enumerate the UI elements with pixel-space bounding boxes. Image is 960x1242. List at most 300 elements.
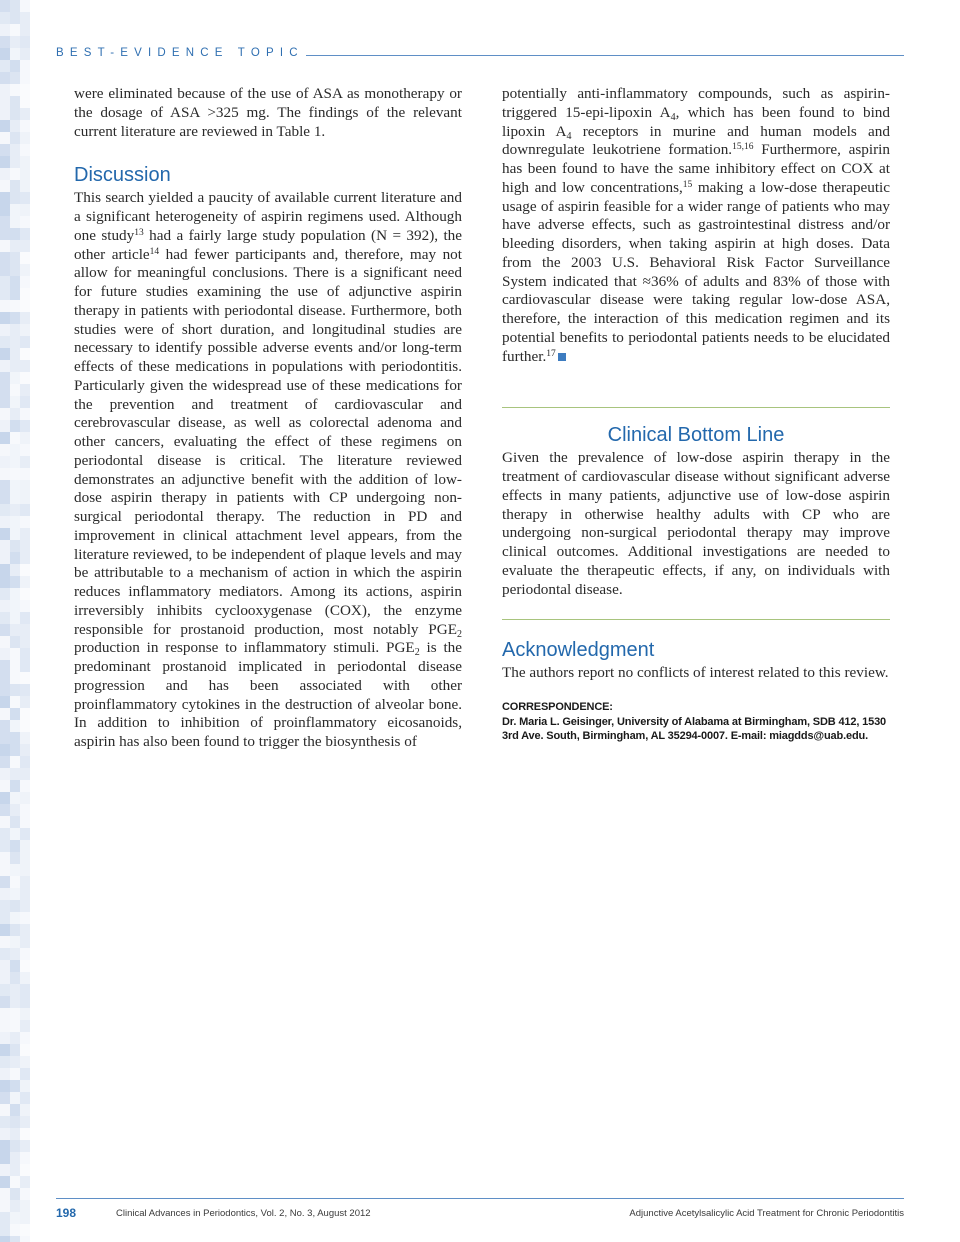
strip-cell xyxy=(0,552,10,564)
text-run: receptors in murine and human models and downregulate leukotriene formation. xyxy=(502,122,890,159)
strip-cell xyxy=(20,852,30,864)
strip-cell xyxy=(20,792,30,804)
strip-cell xyxy=(0,876,10,888)
strip-cell xyxy=(0,828,10,840)
strip-cell xyxy=(10,1164,20,1176)
strip-cell xyxy=(10,1128,20,1140)
strip-cell xyxy=(20,156,30,168)
strip-cell xyxy=(0,720,10,732)
strip-cell xyxy=(20,1152,30,1164)
strip-cell xyxy=(10,48,20,60)
strip-cell xyxy=(0,252,10,264)
header-rule xyxy=(306,55,904,56)
correspondence-label: CORRESPONDENCE: xyxy=(502,701,613,713)
strip-cell xyxy=(10,336,20,348)
bottom-line-paragraph xyxy=(502,449,890,599)
strip-cell xyxy=(0,204,10,216)
strip-cell xyxy=(10,552,20,564)
strip-cell xyxy=(0,936,10,948)
strip-cell xyxy=(20,540,30,552)
strip-cell xyxy=(0,420,10,432)
strip-cell xyxy=(20,72,30,84)
text-run: This search yielded a paucity of available current literature and a significant heterogeneity of aspirin regimens used. Although one study xyxy=(74,189,462,244)
strip-cell xyxy=(10,1176,20,1188)
strip-cell xyxy=(10,732,20,744)
strip-cell xyxy=(0,696,10,708)
strip-cell xyxy=(10,1212,20,1224)
strip-cell xyxy=(0,432,10,444)
strip-cell xyxy=(0,72,10,84)
strip-cell xyxy=(20,1188,30,1200)
strip-cell xyxy=(20,696,30,708)
strip-cell xyxy=(10,228,20,240)
strip-cell xyxy=(10,120,20,132)
left-column xyxy=(74,85,462,752)
strip-cell xyxy=(0,1104,10,1116)
strip-cell xyxy=(10,144,20,156)
strip-cell xyxy=(20,612,30,624)
discussion-paragraph xyxy=(74,189,462,752)
strip-cell xyxy=(0,384,10,396)
strip-cell xyxy=(10,72,20,84)
strip-cell xyxy=(10,660,20,672)
strip-cell xyxy=(0,1032,10,1044)
strip-cell xyxy=(20,264,30,276)
strip-cell xyxy=(0,372,10,384)
strip-cell xyxy=(0,468,10,480)
text-run: Furthermore, aspirin has been found to have the same inhibitory effect on COX at high and low concentrations, xyxy=(502,141,890,196)
strip-cell xyxy=(0,276,10,288)
strip-cell xyxy=(20,816,30,828)
strip-cell xyxy=(10,1056,20,1068)
strip-cell xyxy=(10,1068,20,1080)
strip-cell xyxy=(10,696,20,708)
strip-cell xyxy=(20,1176,30,1188)
strip-cell xyxy=(20,12,30,24)
strip-cell xyxy=(0,324,10,336)
strip-cell xyxy=(10,1044,20,1056)
strip-cell xyxy=(0,984,10,996)
strip-cell xyxy=(20,504,30,516)
strip-cell xyxy=(20,624,30,636)
strip-cell xyxy=(20,312,30,324)
strip-cell xyxy=(20,120,30,132)
discussion-heading: Discussion xyxy=(74,164,171,187)
strip-cell xyxy=(10,468,20,480)
strip-cell xyxy=(0,1200,10,1212)
strip-cell xyxy=(20,948,30,960)
strip-cell xyxy=(10,168,20,180)
strip-cell xyxy=(10,972,20,984)
strip-cell xyxy=(0,1164,10,1176)
acknowledgment-paragraph xyxy=(502,664,890,683)
strip-cell xyxy=(20,192,30,204)
strip-cell xyxy=(10,504,20,516)
strip-cell xyxy=(0,1236,10,1242)
running-title: Adjunctive Acetylsalicylic Acid Treatment for Chronic Periodontitis xyxy=(629,1208,904,1219)
strip-cell xyxy=(20,360,30,372)
strip-cell xyxy=(20,660,30,672)
strip-cell xyxy=(10,756,20,768)
strip-cell xyxy=(20,1104,30,1116)
strip-cell xyxy=(0,192,10,204)
strip-cell xyxy=(20,420,30,432)
strip-cell xyxy=(10,312,20,324)
strip-cell xyxy=(20,132,30,144)
strip-cell xyxy=(20,1212,30,1224)
strip-cell xyxy=(0,36,10,48)
strip-cell xyxy=(0,504,10,516)
strip-cell xyxy=(0,900,10,912)
strip-cell xyxy=(0,48,10,60)
strip-cell xyxy=(10,216,20,228)
strip-cell xyxy=(0,948,10,960)
strip-cell xyxy=(0,96,10,108)
strip-cell xyxy=(10,852,20,864)
strip-cell xyxy=(10,432,20,444)
strip-cell xyxy=(20,36,30,48)
strip-cell xyxy=(10,252,20,264)
strip-cell xyxy=(10,576,20,588)
strip-cell xyxy=(0,1212,10,1224)
strip-cell xyxy=(20,720,30,732)
strip-cell xyxy=(20,528,30,540)
strip-cell xyxy=(20,648,30,660)
strip-cell xyxy=(20,1068,30,1080)
strip-cell xyxy=(10,1152,20,1164)
strip-cell xyxy=(0,216,10,228)
strip-cell xyxy=(0,708,10,720)
strip-cell xyxy=(0,864,10,876)
strip-cell xyxy=(0,516,10,528)
strip-cell xyxy=(20,828,30,840)
strip-cell xyxy=(0,1092,10,1104)
strip-cell xyxy=(0,732,10,744)
strip-cell xyxy=(0,564,10,576)
strip-cell xyxy=(20,336,30,348)
strip-cell xyxy=(0,528,10,540)
strip-cell xyxy=(0,612,10,624)
strip-cell xyxy=(0,336,10,348)
strip-cell xyxy=(0,1152,10,1164)
strip-cell xyxy=(10,708,20,720)
strip-cell xyxy=(0,1176,10,1188)
strip-cell xyxy=(10,984,20,996)
strip-cell xyxy=(10,1224,20,1236)
strip-cell xyxy=(20,756,30,768)
strip-cell xyxy=(20,732,30,744)
strip-cell xyxy=(20,1224,30,1236)
strip-cell xyxy=(10,1116,20,1128)
strip-cell xyxy=(20,588,30,600)
strip-cell xyxy=(0,540,10,552)
strip-cell xyxy=(0,228,10,240)
strip-cell xyxy=(10,276,20,288)
strip-cell xyxy=(10,684,20,696)
strip-cell xyxy=(20,636,30,648)
strip-cell xyxy=(20,48,30,60)
strip-cell xyxy=(10,924,20,936)
strip-cell xyxy=(0,588,10,600)
text-run: making a low-dose therapeutic usage of aspirin feasible for a wider range of patients who may have adverse effects, such as gastrointestinal distress and/or bleeding disorders, when taking aspirin at high doses. Data from the 2003 U.S. Behavioral Risk Factor Surveillance System indicated that ≈36% of adults and 83% of those with cardiovascular disease were taking regular low-dose ASA, therefore, the interaction of this medication regimen and its potential benefits to periodontal patients needs to be elucidated further. xyxy=(502,178,890,365)
footer-rule xyxy=(56,1198,904,1199)
strip-cell xyxy=(0,1224,10,1236)
strip-cell xyxy=(10,1140,20,1152)
strip-cell xyxy=(20,864,30,876)
strip-cell xyxy=(0,144,10,156)
strip-cell xyxy=(10,360,20,372)
strip-cell xyxy=(20,960,30,972)
subscript: 2 xyxy=(414,647,420,659)
strip-cell xyxy=(20,108,30,120)
strip-cell xyxy=(10,192,20,204)
strip-cell xyxy=(20,324,30,336)
strip-cell xyxy=(10,564,20,576)
strip-cell xyxy=(0,456,10,468)
strip-cell xyxy=(10,816,20,828)
strip-cell xyxy=(20,348,30,360)
strip-cell xyxy=(20,516,30,528)
strip-cell xyxy=(10,768,20,780)
strip-cell xyxy=(20,252,30,264)
strip-cell xyxy=(10,396,20,408)
strip-cell xyxy=(0,240,10,252)
strip-cell xyxy=(10,60,20,72)
strip-cell xyxy=(20,1008,30,1020)
strip-cell xyxy=(10,384,20,396)
strip-cell xyxy=(0,84,10,96)
strip-cell xyxy=(20,168,30,180)
strip-cell xyxy=(0,132,10,144)
strip-cell xyxy=(10,912,20,924)
strip-cell xyxy=(10,204,20,216)
strip-cell xyxy=(10,36,20,48)
strip-cell xyxy=(20,936,30,948)
strip-cell xyxy=(20,552,30,564)
journal-citation: Clinical Advances in Periodontics, Vol. 2, No. 3, August 2012 xyxy=(116,1208,371,1219)
strip-cell xyxy=(10,324,20,336)
strip-cell xyxy=(0,120,10,132)
correspondence-text: Dr. Maria L. Geisinger, University of Alabama at Birmingham, SDB 412, 1530 3rd Ave. South, Birmingham, AL 35294-0007. E-mail: miagdds@uab.edu. xyxy=(502,715,887,742)
strip-cell xyxy=(20,840,30,852)
strip-cell xyxy=(20,216,30,228)
strip-cell xyxy=(0,348,10,360)
strip-cell xyxy=(0,480,10,492)
strip-cell xyxy=(10,864,20,876)
strip-cell xyxy=(10,456,20,468)
strip-cell xyxy=(10,540,20,552)
strip-cell xyxy=(0,360,10,372)
decorative-pixel-strip xyxy=(0,0,30,1242)
strip-cell xyxy=(10,180,20,192)
section-divider xyxy=(502,407,890,408)
strip-cell xyxy=(20,876,30,888)
strip-cell xyxy=(0,744,10,756)
strip-cell xyxy=(20,804,30,816)
strip-cell xyxy=(20,708,30,720)
strip-cell xyxy=(10,528,20,540)
strip-cell xyxy=(20,288,30,300)
clinical-bottom-line-heading: Clinical Bottom Line xyxy=(607,424,785,447)
end-of-article-mark xyxy=(558,353,566,361)
correspondence-block xyxy=(502,700,890,744)
strip-cell xyxy=(0,804,10,816)
strip-cell xyxy=(20,1236,30,1242)
strip-cell xyxy=(10,0,20,12)
strip-cell xyxy=(0,168,10,180)
citation-superscript: 14 xyxy=(149,246,160,257)
strip-cell xyxy=(0,768,10,780)
strip-cell xyxy=(10,588,20,600)
text-run: Given the prevalence of low-dose aspirin therapy in the treatment of cardiovascular disease without significant adverse effects in many patients, adjunctive use of low-dose aspirin therapy in otherwise healthy adults with CP who are undergoing non-surgical periodontal therapy may improve clinical outcomes. Additional investigations are needed to evaluate the therapeutic effects, if any, on individuals with periodontal disease. xyxy=(502,449,890,598)
strip-cell xyxy=(20,276,30,288)
strip-cell xyxy=(10,636,20,648)
strip-cell xyxy=(20,0,30,12)
strip-cell xyxy=(10,480,20,492)
strip-cell xyxy=(20,768,30,780)
strip-cell xyxy=(10,900,20,912)
text-run: had fewer participants and, therefore, may not allow for meaningful conclusions. There is a significant need for future studies examining the use of adjunctive aspirin therapy in patients with periodontal disease. Furthermore, both studies were of short duration, and longitudinal studies are necessary to identify possible adverse events and/or long-term effects of these medications in populations with periodontitis. Particularly given the widespread use of these medications for the prevention and treatment of cardiovascular and cerebrovascular disease, as well as colorectal adenoma and other cancers, evaluating the effect of these regimens on periodontal disease is critical. The literature reviewed demonstrates an adjunctive benefit with the addition of low-dose aspirin therapy in patients with CP undergoing non-surgical periodontal therapy. The reduction in PD and improvement in clinical attachment level appears, from the literature reviewed, to be independent of plaque levels and may be attributable to a mechanism of action in which the aspirin reduces inflammatory mediators. Among its actions, aspirin irreversibly inhibits cyclooxygenase (COX), the enzyme responsible for prostanoid production, most notably PGE xyxy=(74,245,462,638)
strip-cell xyxy=(0,576,10,588)
strip-cell xyxy=(10,240,20,252)
text-run: , which has been found to bind lipoxin A xyxy=(502,103,890,140)
strip-cell xyxy=(0,300,10,312)
strip-cell xyxy=(10,948,20,960)
strip-cell xyxy=(0,1116,10,1128)
strip-cell xyxy=(0,492,10,504)
strip-cell xyxy=(20,912,30,924)
strip-cell xyxy=(20,780,30,792)
strip-cell xyxy=(20,1128,30,1140)
strip-cell xyxy=(0,312,10,324)
citation-superscript: 15,16 xyxy=(732,142,754,153)
citation-superscript: 17 xyxy=(546,348,556,359)
subscript: 4 xyxy=(566,130,572,142)
strip-cell xyxy=(10,288,20,300)
acknowledgment-heading: Acknowledgment xyxy=(502,639,655,662)
strip-cell xyxy=(20,204,30,216)
strip-cell xyxy=(10,348,20,360)
strip-cell xyxy=(10,1080,20,1092)
strip-cell xyxy=(10,108,20,120)
strip-cell xyxy=(10,1008,20,1020)
strip-cell xyxy=(10,888,20,900)
strip-cell xyxy=(20,24,30,36)
strip-cell xyxy=(10,1200,20,1212)
strip-cell xyxy=(0,660,10,672)
strip-cell xyxy=(20,180,30,192)
strip-cell xyxy=(20,924,30,936)
strip-cell xyxy=(20,888,30,900)
strip-cell xyxy=(20,300,30,312)
strip-cell xyxy=(20,972,30,984)
strip-cell xyxy=(0,960,10,972)
strip-cell xyxy=(10,156,20,168)
text-run: production in response to inflammatory stimuli. PGE xyxy=(74,639,415,657)
strip-cell xyxy=(10,996,20,1008)
strip-cell xyxy=(0,816,10,828)
strip-cell xyxy=(20,384,30,396)
citation-superscript: 13 xyxy=(134,227,144,238)
strip-cell xyxy=(10,624,20,636)
strip-cell xyxy=(0,408,10,420)
subscript: 2 xyxy=(457,628,462,640)
strip-cell xyxy=(20,228,30,240)
strip-cell xyxy=(0,1140,10,1152)
strip-cell xyxy=(20,84,30,96)
strip-cell xyxy=(0,780,10,792)
strip-cell xyxy=(10,1104,20,1116)
strip-cell xyxy=(20,444,30,456)
strip-cell xyxy=(10,828,20,840)
strip-cell xyxy=(20,576,30,588)
strip-cell xyxy=(20,1164,30,1176)
strip-cell xyxy=(0,264,10,276)
strip-cell xyxy=(10,804,20,816)
strip-cell xyxy=(10,648,20,660)
strip-cell xyxy=(20,60,30,72)
strip-cell xyxy=(20,900,30,912)
section-header-label: BEST-EVIDENCE TOPIC xyxy=(56,47,304,59)
strip-cell xyxy=(0,1128,10,1140)
strip-cell xyxy=(10,372,20,384)
section-divider xyxy=(502,619,890,620)
strip-cell xyxy=(10,96,20,108)
strip-cell xyxy=(20,240,30,252)
strip-cell xyxy=(0,972,10,984)
strip-cell xyxy=(0,156,10,168)
strip-cell xyxy=(0,624,10,636)
strip-cell xyxy=(10,264,20,276)
strip-cell xyxy=(10,876,20,888)
strip-cell xyxy=(10,612,20,624)
strip-cell xyxy=(10,12,20,24)
subscript: 4 xyxy=(670,111,676,123)
text-run: were eliminated because of the use of ASA as monotherapy or the dosage of ASA >325 mg. The findings of the relevant current literature are reviewed in Table 1. xyxy=(74,85,462,140)
strip-cell xyxy=(10,1236,20,1242)
strip-cell xyxy=(20,1020,30,1032)
strip-cell xyxy=(10,300,20,312)
strip-cell xyxy=(20,432,30,444)
strip-cell xyxy=(0,684,10,696)
strip-cell xyxy=(10,792,20,804)
strip-cell xyxy=(0,840,10,852)
strip-cell xyxy=(20,408,30,420)
strip-cell xyxy=(0,648,10,660)
citation-superscript: 15 xyxy=(682,179,693,190)
strip-cell xyxy=(20,96,30,108)
strip-cell xyxy=(0,444,10,456)
strip-cell xyxy=(20,480,30,492)
strip-cell xyxy=(20,744,30,756)
strip-cell xyxy=(10,1032,20,1044)
strip-cell xyxy=(20,1056,30,1068)
strip-cell xyxy=(0,1080,10,1092)
strip-cell xyxy=(0,24,10,36)
strip-cell xyxy=(0,888,10,900)
strip-cell xyxy=(20,372,30,384)
strip-cell xyxy=(20,1080,30,1092)
strip-cell xyxy=(0,396,10,408)
text-run: is the predominant prostanoid implicated in periodontal disease progression and has been associated with other proinflammatory cytokines in the destruction of alveolar bone. In addition to inhibition of proinflammatory eicosanoids, aspirin has also been found to trigger the biosynthesis of xyxy=(74,639,463,750)
strip-cell xyxy=(0,852,10,864)
strip-cell xyxy=(0,636,10,648)
strip-cell xyxy=(20,1116,30,1128)
strip-cell xyxy=(0,0,10,12)
strip-cell xyxy=(0,756,10,768)
continuation-paragraph xyxy=(502,85,890,366)
strip-cell xyxy=(20,1140,30,1152)
